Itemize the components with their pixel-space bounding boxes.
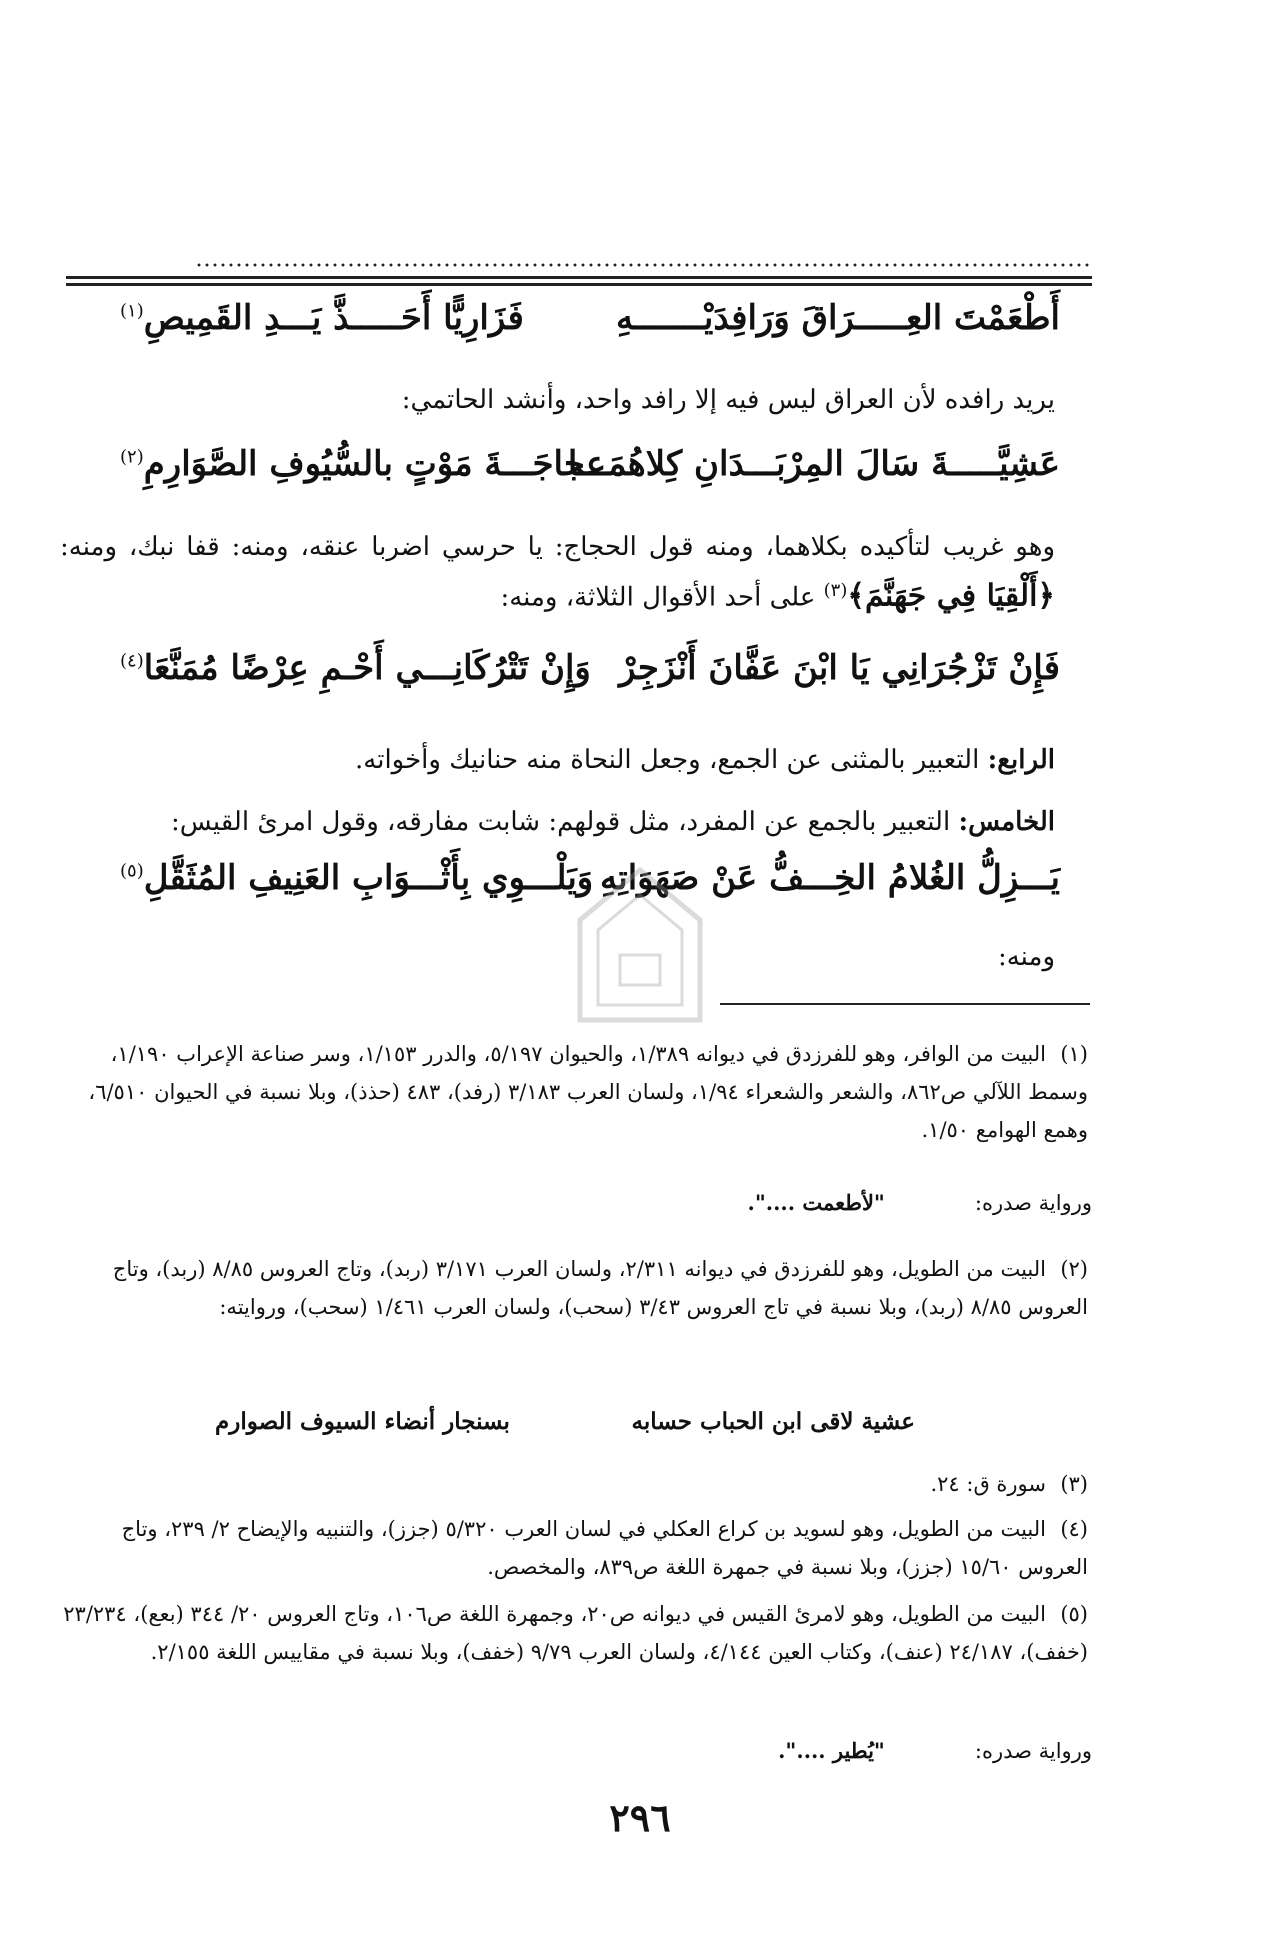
footnote-1: (١)البيت من الوافر، وهو للفرزدق في ديوانه ١/٣٨٩، والحيوان ٥/١٩٧، والدرر ١/١٥٣، وسر صناعة الإعراب ١/١٩٠، وسمط اللآلي ص٨٦٢، والشعر والشعراء ١/٩٤، ولسان العرب ٣/١٨٣ (رفد)، ٤٨٣ (حذذ)، وبلا نسبة في الحيوان ٦/٥١٠، وهمع الهوامع ١/٥٠. xyxy=(58,1035,1088,1149)
footnote-number: (٥) xyxy=(1060,1602,1088,1626)
page-number: ٢٩٦ xyxy=(609,1795,671,1840)
verse-hemistich-2: عجاجَـــةَ مَوْتٍ بالسُّيُوفِ الصَّوَارِمِ$^{(٢)}$ xyxy=(120,444,607,484)
quran-quote: ﴿أَلْقِيَا فِي جَهَنَّمَ﴾ xyxy=(847,578,1055,614)
footnote-marker[interactable]: (٢) xyxy=(120,446,144,468)
footnote-marker[interactable]: (٤) xyxy=(120,650,144,672)
footnote-number: (٤) xyxy=(1060,1517,1088,1541)
dotted-separator xyxy=(195,262,1093,268)
footnote-5: (٥)البيت من الطويل، وهو لامرئ القيس في ديوانه ص٢٠، وجمهرة اللغة ص١٠٦، وتاج العروس ٢٠/ ٣٤٤ (بعع)، ٢٣/٢٣٤ (خفف)، ٢٤/١٨٧ (عنف)، وكتاب العين ٤/١٤٤، ولسان العرب ٩/٧٩ (خفف)، وبلا نسبة في مقاييس اللغة ٢/١٥٥. xyxy=(58,1595,1088,1671)
footnote-number: (٢) xyxy=(1060,1257,1088,1281)
footnote-2: (٢)البيت من الطويل، وهو للفرزدق في ديوانه ٢/٣١١، ولسان العرب ٣/١٧١ (ربد)، وتاج العروس ٨/٨٥ (ربد)، وتاج العروس ٨/٨٥ (ربد)، وبلا نسبة في تاج العروس ٣/٤٣ (سحب)، ولسان العرب ١/٤٦١ (سحب)، وروايته: xyxy=(58,1250,1088,1326)
verse-hemistich-2: فَزَارِيًّا أَحَـــــذَّ يَـــدِ القَمِيصِ$^{(١)}$ xyxy=(120,298,524,338)
verse-hemistich-1: عَشِيَّـــــةَ سَالَ المِرْبَـــدَانِ كِلاهُمَـــا xyxy=(567,444,1060,484)
paragraph: وهو غريب لتأكيده بكلاهما، ومنه قول الحجاج: يا حرسي اضربا عنقه، ومنه: قفا نبك، ومنه: ﴿أَلْقِيَا فِي جَهَنَّمَ﴾$^{(٣)}$ على أحد الأقوال الثلاثة، ومنه: xyxy=(60,532,1055,614)
footnote-3: (٣)سورة ق: ٢٤. xyxy=(58,1465,1088,1503)
verse-hemistich-2: وَإِنْ تَتْرُكَانِـــي أَحْـمِ عِرْضًا مُمَنَّعَا$^{(٤)}$ xyxy=(120,648,591,688)
footnote-marker[interactable]: (٣) xyxy=(823,580,848,601)
verse-hemistich-1: فَإِنْ تَزْجُرَانِي يَا ابْنَ عَفَّانَ أَنْزَجِرْ xyxy=(619,648,1060,688)
verse-hemistich-2: وَيَلْـــوِي بِأَثْـــوَابِ العَنِيفِ المُثَقَّلِ$^{(٥)}$ xyxy=(120,858,594,898)
library-seal-watermark xyxy=(560,860,720,1040)
verse-1 xyxy=(120,298,1060,346)
verse-hemistich-1: أَطْعَمْتَ العِـــــرَاقَ وَرَافِدَيْـــــــهِ xyxy=(615,298,1060,338)
footnote-number: (٣) xyxy=(1060,1472,1088,1496)
section-label: الرابع: xyxy=(987,745,1055,775)
footnote-4: (٤)البيت من الطويل، وهو لسويد بن كراع العكلي في لسان العرب ٥/٣٢٠ (جزز)، والتنبيه والإيضاح ٢/ ٢٣٩، وتاج العروس ١٥/٦٠ (جزز)، وبلا نسبة في جمهرة اللغة ص٨٣٩، والمخصص. xyxy=(58,1510,1088,1586)
paragraph: الخامس: التعبير بالجمع عن المفرد، مثل قولهم: شابت مفارقه، وقول امرئ القيس: xyxy=(171,807,1055,837)
footnote-2-verse: عشية لاقى ابن الحباب حسابه بسنجار أنضاء السيوف الصوارم xyxy=(215,1408,915,1435)
verse-2 xyxy=(120,444,1060,492)
footnote-marker[interactable]: (٥) xyxy=(120,860,144,882)
top-rule-second xyxy=(66,283,1092,286)
verse-hemistich-1: يَـــزِلُّ الغُلامُ الخِـــفُّ عَنْ صَهَوَاتِهِ xyxy=(600,858,1060,898)
footnote-number: (١) xyxy=(1060,1042,1088,1066)
paragraph: يريد رافده لأن العراق ليس فيه إلا رافد واحد، وأنشد الحاتمي: xyxy=(401,385,1055,415)
footnote-5-riwaya: ورواية صدره:"يُطير ....". xyxy=(778,1738,1092,1763)
footnote-marker[interactable]: (١) xyxy=(120,300,144,322)
verse-3 xyxy=(120,648,1060,696)
section-label: الخامس: xyxy=(958,807,1055,837)
paragraph: الرابع: التعبير بالمثنى عن الجمع، وجعل النحاة منه حنانيك وأخواته. xyxy=(355,745,1055,775)
top-rule xyxy=(66,276,1092,279)
footnote-separator xyxy=(720,1003,1090,1005)
paragraph: ومنه: xyxy=(997,942,1055,972)
footnote-1-riwaya: ورواية صدره:"لأطعمت ....". xyxy=(747,1190,1092,1215)
